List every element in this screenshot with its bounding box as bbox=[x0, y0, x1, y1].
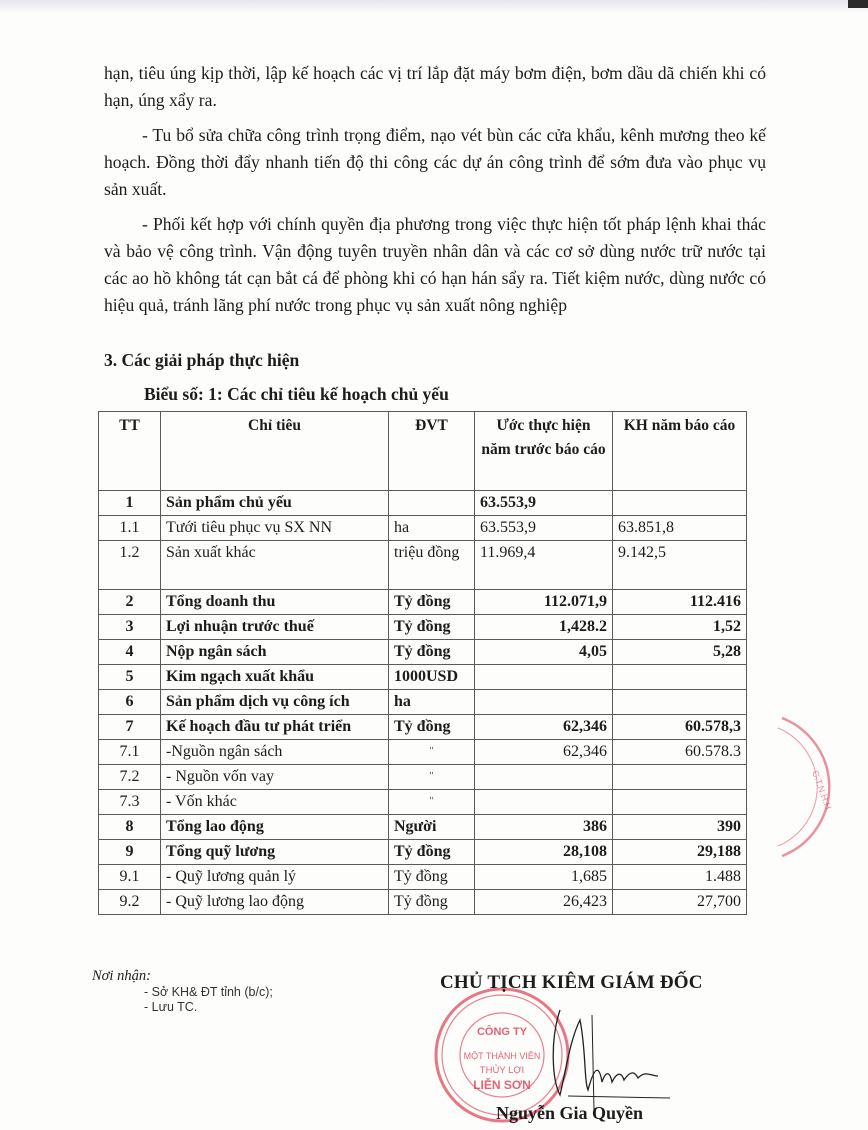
cell-plan: 29,188 bbox=[613, 840, 747, 865]
paragraph-continuation: hạn, tiêu úng kịp thời, lập kế hoạch các vị trí lắp đặt máy bơm điện, bơm dầu dã chiến khi có hạn, úng xẩy ra. bbox=[104, 63, 766, 110]
table-row bbox=[99, 690, 747, 715]
table-row bbox=[99, 665, 747, 690]
cell-name: Sản xuất khác bbox=[161, 541, 389, 590]
cell-name: Lợi nhuận trước thuế bbox=[161, 615, 389, 640]
cell-tt: 6 bbox=[99, 690, 161, 715]
cell-unit: Tỷ đồng bbox=[389, 840, 475, 865]
recipient-item: - Sở KH& ĐT tỉnh (b/c); bbox=[144, 985, 273, 999]
cell-tt: 3 bbox=[99, 615, 161, 640]
cell-name: -Nguồn ngân sách bbox=[161, 740, 389, 765]
header-unit: ĐVT bbox=[389, 412, 475, 491]
cell-estimate bbox=[475, 765, 613, 790]
header-indicator: Chỉ tiêu bbox=[161, 412, 389, 491]
cell-plan bbox=[613, 491, 747, 516]
cell-unit: Tỷ đồng bbox=[389, 715, 475, 740]
recipients-label: Nơi nhận: bbox=[92, 968, 151, 984]
cell-tt: 7.1 bbox=[99, 740, 161, 765]
cell-estimate: 112.071,9 bbox=[475, 590, 613, 615]
cell-tt: 9.1 bbox=[99, 865, 161, 890]
cell-plan bbox=[613, 665, 747, 690]
cell-estimate: 26,423 bbox=[475, 890, 613, 915]
table-row bbox=[99, 715, 747, 740]
handwritten-signature bbox=[540, 1000, 740, 1110]
stamp-line3: THỦY LỢI bbox=[479, 1065, 525, 1076]
cell-tt: 4 bbox=[99, 640, 161, 665]
cell-tt: 1.2 bbox=[99, 541, 161, 590]
cell-estimate: 1,685 bbox=[475, 865, 613, 890]
table-row bbox=[99, 740, 747, 765]
cell-tt: 8 bbox=[99, 815, 161, 840]
cell-name: - Quỹ lương quản lý bbox=[161, 865, 389, 890]
paragraph-coordination: - Phối kết hợp với chính quyền địa phương trong việc thực hiện tốt pháp lệnh khai thác và bảo vệ công trình. Vận động tuyên truyền nhân dân và các cơ sở dùng nước trữ nước tại các ao hồ không tát cạn bắt cá để phòng khi có hạn hán sẩy ra. Tiết kiệm nước, dùng nước có hiệu quả, tránh lãng phí nước trong phục vụ sản xuất nông nghiệp bbox=[104, 214, 766, 315]
table-row bbox=[99, 890, 747, 915]
table-header-row bbox=[99, 412, 747, 491]
cell-plan: 390 bbox=[613, 815, 747, 840]
table-row bbox=[99, 541, 747, 590]
cell-unit: Tỷ đồng bbox=[389, 590, 475, 615]
cell-plan: 9.142,5 bbox=[613, 541, 747, 590]
cell-plan: 112.416 bbox=[613, 590, 747, 615]
cell-unit: " bbox=[389, 790, 475, 815]
table-row bbox=[99, 516, 747, 541]
cell-name: Kim ngạch xuất khẩu bbox=[161, 665, 389, 690]
cell-estimate: 11.969,4 bbox=[475, 541, 613, 590]
cell-unit: Tỷ đồng bbox=[389, 615, 475, 640]
cell-unit: triệu đồng bbox=[389, 541, 475, 590]
cell-plan: 1.488 bbox=[613, 865, 747, 890]
section-heading: 3. Các giải pháp thực hiện bbox=[104, 350, 300, 370]
header-estimate: Ước thực hiện năm trước báo cáo bbox=[475, 412, 613, 491]
cell-name: Sản phẩm dịch vụ công ích bbox=[161, 690, 389, 715]
plan-indicators-table bbox=[98, 411, 747, 915]
cell-tt: 9.2 bbox=[99, 890, 161, 915]
stamp-line2: MỘT THÀNH VIÊN bbox=[463, 1051, 541, 1061]
cell-estimate: 1,428.2 bbox=[475, 615, 613, 640]
table-row bbox=[99, 640, 747, 665]
stamp-line4: LIỄN SƠN bbox=[473, 1078, 531, 1092]
cell-estimate: 62,346 bbox=[475, 740, 613, 765]
cell-name: - Vốn khác bbox=[161, 790, 389, 815]
cell-unit: ha bbox=[389, 690, 475, 715]
cell-estimate: 4,05 bbox=[475, 640, 613, 665]
table-row bbox=[99, 615, 747, 640]
cell-name: Tổng lao động bbox=[161, 815, 389, 840]
stamp-line1: CÔNG TY bbox=[476, 1026, 528, 1038]
cell-plan: 60.578.3 bbox=[613, 740, 747, 765]
recipients-block bbox=[92, 968, 273, 1015]
header-tt: TT bbox=[99, 412, 161, 491]
cell-unit: Tỷ đồng bbox=[389, 865, 475, 890]
cell-name: Nộp ngân sách bbox=[161, 640, 389, 665]
cell-estimate: 63.553,9 bbox=[475, 491, 613, 516]
cell-tt: 1.1 bbox=[99, 516, 161, 541]
signatory-title: CHỦ TỊCH KIÊM GIÁM ĐỐC bbox=[440, 972, 703, 993]
cell-unit: Tỷ đồng bbox=[389, 890, 475, 915]
cell-tt: 2 bbox=[99, 590, 161, 615]
svg-text:C.T.N.H.H: C.T.N.H.H bbox=[810, 769, 834, 811]
table-row bbox=[99, 815, 747, 840]
cell-estimate: 63.553,9 bbox=[475, 516, 613, 541]
cell-name: Tưới tiêu phục vụ SX NN bbox=[161, 516, 389, 541]
table-row bbox=[99, 491, 747, 516]
table-row bbox=[99, 590, 747, 615]
cell-plan bbox=[613, 690, 747, 715]
cell-estimate: 386 bbox=[475, 815, 613, 840]
cell-plan: 5,28 bbox=[613, 640, 747, 665]
cell-plan bbox=[613, 765, 747, 790]
cell-estimate bbox=[475, 790, 613, 815]
cell-tt: 7 bbox=[99, 715, 161, 740]
table-row bbox=[99, 865, 747, 890]
cell-estimate: 28,108 bbox=[475, 840, 613, 865]
cell-tt: 5 bbox=[99, 665, 161, 690]
cell-plan bbox=[613, 790, 747, 815]
partial-seal-stamp bbox=[772, 712, 868, 862]
recipient-item: - Lưu TC. bbox=[144, 1000, 198, 1014]
paragraph-repair-works: - Tu bổ sửa chữa công trình trọng điểm, nạo vét bùn các cửa khẩu, kênh mương theo kế hoạch. Đồng thời đẩy nhanh tiến độ thi công các dự án công trình để sớm đưa vào phục vụ sản xuất. bbox=[104, 125, 766, 199]
cell-unit bbox=[389, 491, 475, 516]
cell-plan: 1,52 bbox=[613, 615, 747, 640]
cell-name: - Nguồn vốn vay bbox=[161, 765, 389, 790]
cell-tt: 7.3 bbox=[99, 790, 161, 815]
header-plan: KH năm báo cáo bbox=[613, 412, 747, 491]
cell-unit: " bbox=[389, 765, 475, 790]
cell-unit: Tỷ đồng bbox=[389, 640, 475, 665]
table-row bbox=[99, 840, 747, 865]
scan-top-shade bbox=[0, 0, 868, 14]
cell-estimate bbox=[475, 665, 613, 690]
cell-tt: 9 bbox=[99, 840, 161, 865]
cell-plan: 27,700 bbox=[613, 890, 747, 915]
cell-name: Sản phẩm chủ yếu bbox=[161, 491, 389, 516]
cell-unit: 1000USD bbox=[389, 665, 475, 690]
cell-name: - Quỹ lương lao động bbox=[161, 890, 389, 915]
scan-corner-mark bbox=[848, 0, 868, 8]
cell-tt: 1 bbox=[99, 491, 161, 516]
cell-unit: ha bbox=[389, 516, 475, 541]
signatory-name: Nguyễn Gia Quyền bbox=[496, 1103, 644, 1123]
cell-estimate: 62,346 bbox=[475, 715, 613, 740]
table-caption: Biểu số: 1: Các chỉ tiêu kế hoạch chủ yếu bbox=[144, 384, 449, 404]
cell-name: Tổng doanh thu bbox=[161, 590, 389, 615]
cell-unit: " bbox=[389, 740, 475, 765]
cell-name: Kế hoạch đầu tư phát triển bbox=[161, 715, 389, 740]
cell-unit: Người bbox=[389, 815, 475, 840]
cell-plan: 60.578,3 bbox=[613, 715, 747, 740]
cell-name: Tổng quỹ lương bbox=[161, 840, 389, 865]
table-row bbox=[99, 765, 747, 790]
table-row bbox=[99, 790, 747, 815]
cell-estimate bbox=[475, 690, 613, 715]
cell-plan: 63.851,8 bbox=[613, 516, 747, 541]
cell-tt: 7.2 bbox=[99, 765, 161, 790]
